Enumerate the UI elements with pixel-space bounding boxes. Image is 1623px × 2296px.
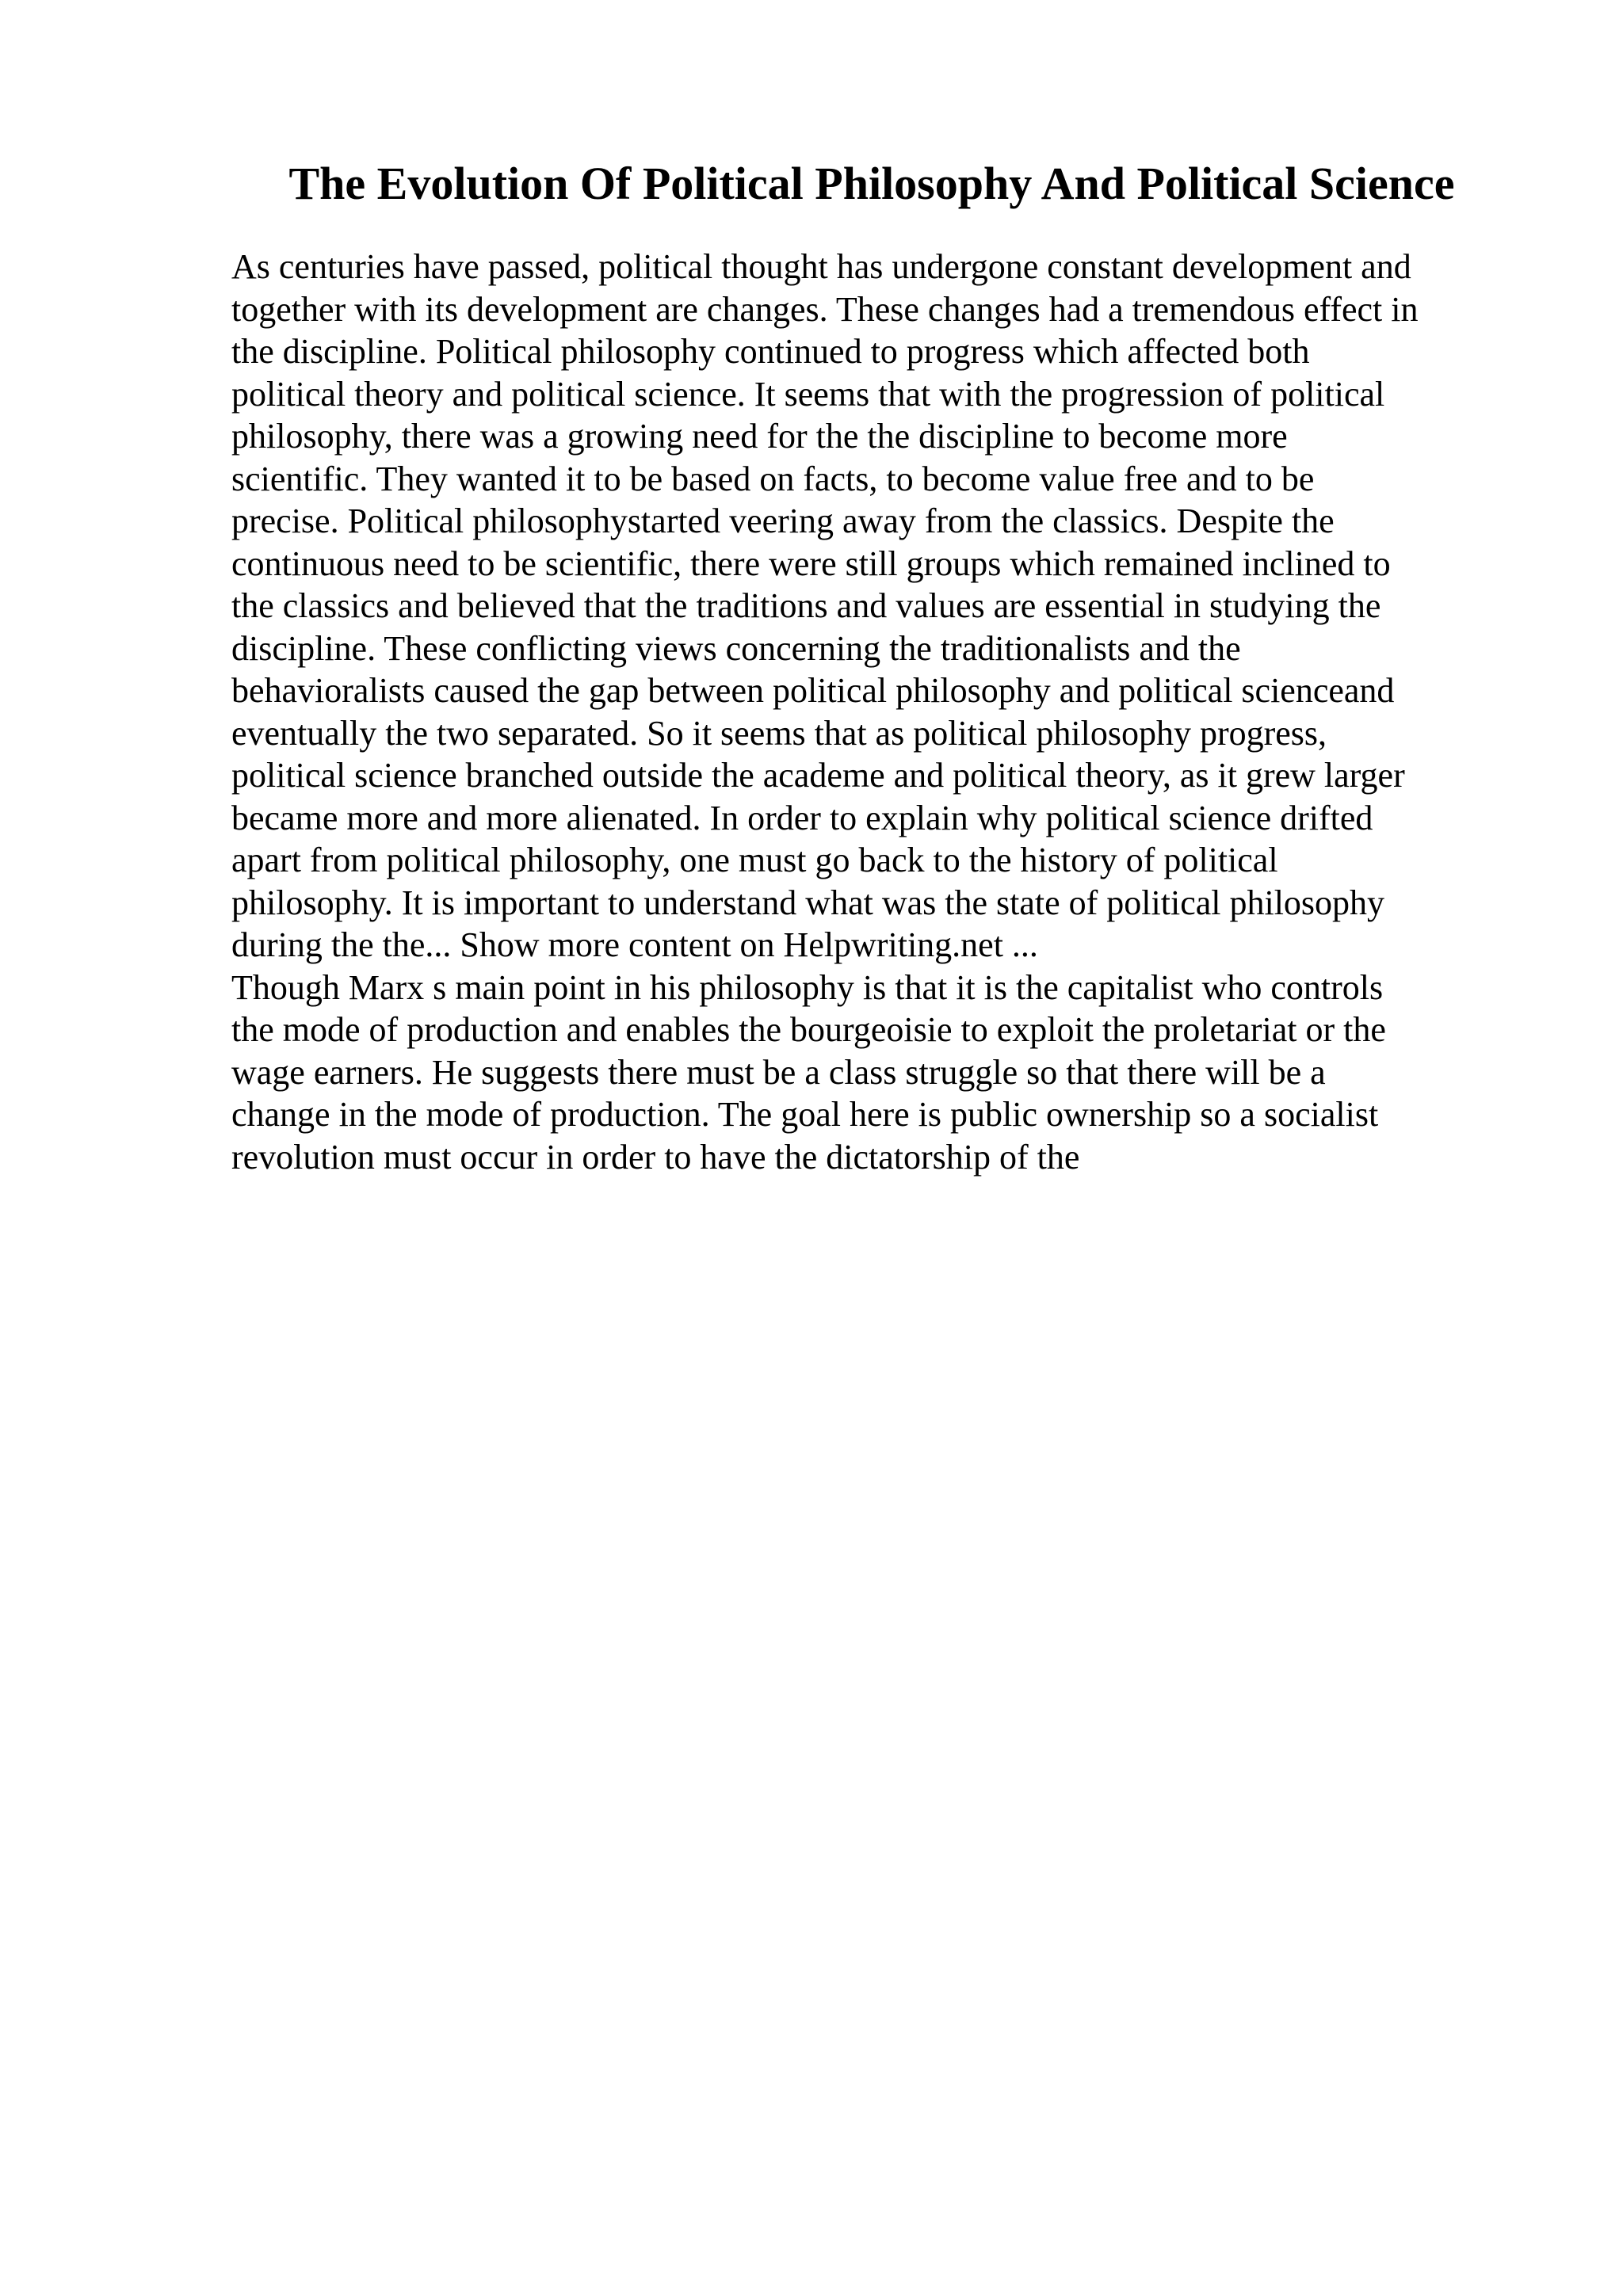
text-line: together with its development are changes. These changes had a tremendous effect in [231,289,1419,329]
text-line: political science branched outside the academe and political theory, as it grew larger [231,756,1405,795]
text-line: revolution must occur in order to have the dictatorship of the [231,1137,1080,1177]
text-line: the discipline. Political philosophy continued to progress which affected both [231,332,1310,371]
text-line: wage earners. He suggests there must be a class struggle so that there will be a [231,1052,1326,1092]
document-body [231,246,1499,1178]
text-line: continuous need to be scientific, there were still groups which remained inclined to [231,543,1391,583]
text-line: the classics and believed that the traditions and values are essential in studying the [231,586,1381,625]
document-title: The Evolution Of Political Philosophy And Political Science [288,158,1455,209]
text-line: precise. Political philosophystarted veering away from the classics. Despite the [231,502,1335,540]
text-line: philosophy, there was a growing need for the the discipline to become more [231,417,1288,456]
text-line: eventually the two separated. So it seems that as political philosophy progress, [231,713,1327,753]
text-line: the mode of production and enables the bourgeoisie to exploit the proletariat or the [231,1010,1386,1049]
text-line: change in the mode of production. The goal here is public ownership so a socialist [231,1095,1379,1134]
text-line: As centuries have passed, political thought has undergone constant development and [231,247,1411,286]
text-line: behavioralists caused the gap between political philosophy and political scienceand [231,671,1395,710]
text-line: scientific. They wanted it to be based on facts, to become value free and to be [231,459,1315,498]
text-line: political theory and political science. It seems that with the progression of political [231,374,1385,414]
text-line: apart from political philosophy, one must go back to the history of political [231,841,1278,879]
text-line: during the the... Show more content on Helpwriting.net ... [231,925,1038,964]
text-line: philosophy. It is important to understand what was the state of political philosophy [231,883,1385,922]
text-line: became more and more alienated. In order to explain why political science drifted [231,798,1373,837]
text-line: discipline. These conflicting views concerning the traditionalists and the [231,628,1241,668]
text-line: Though Marx s main point in his philosophy is that it is the capitalist who controls [231,967,1384,1007]
